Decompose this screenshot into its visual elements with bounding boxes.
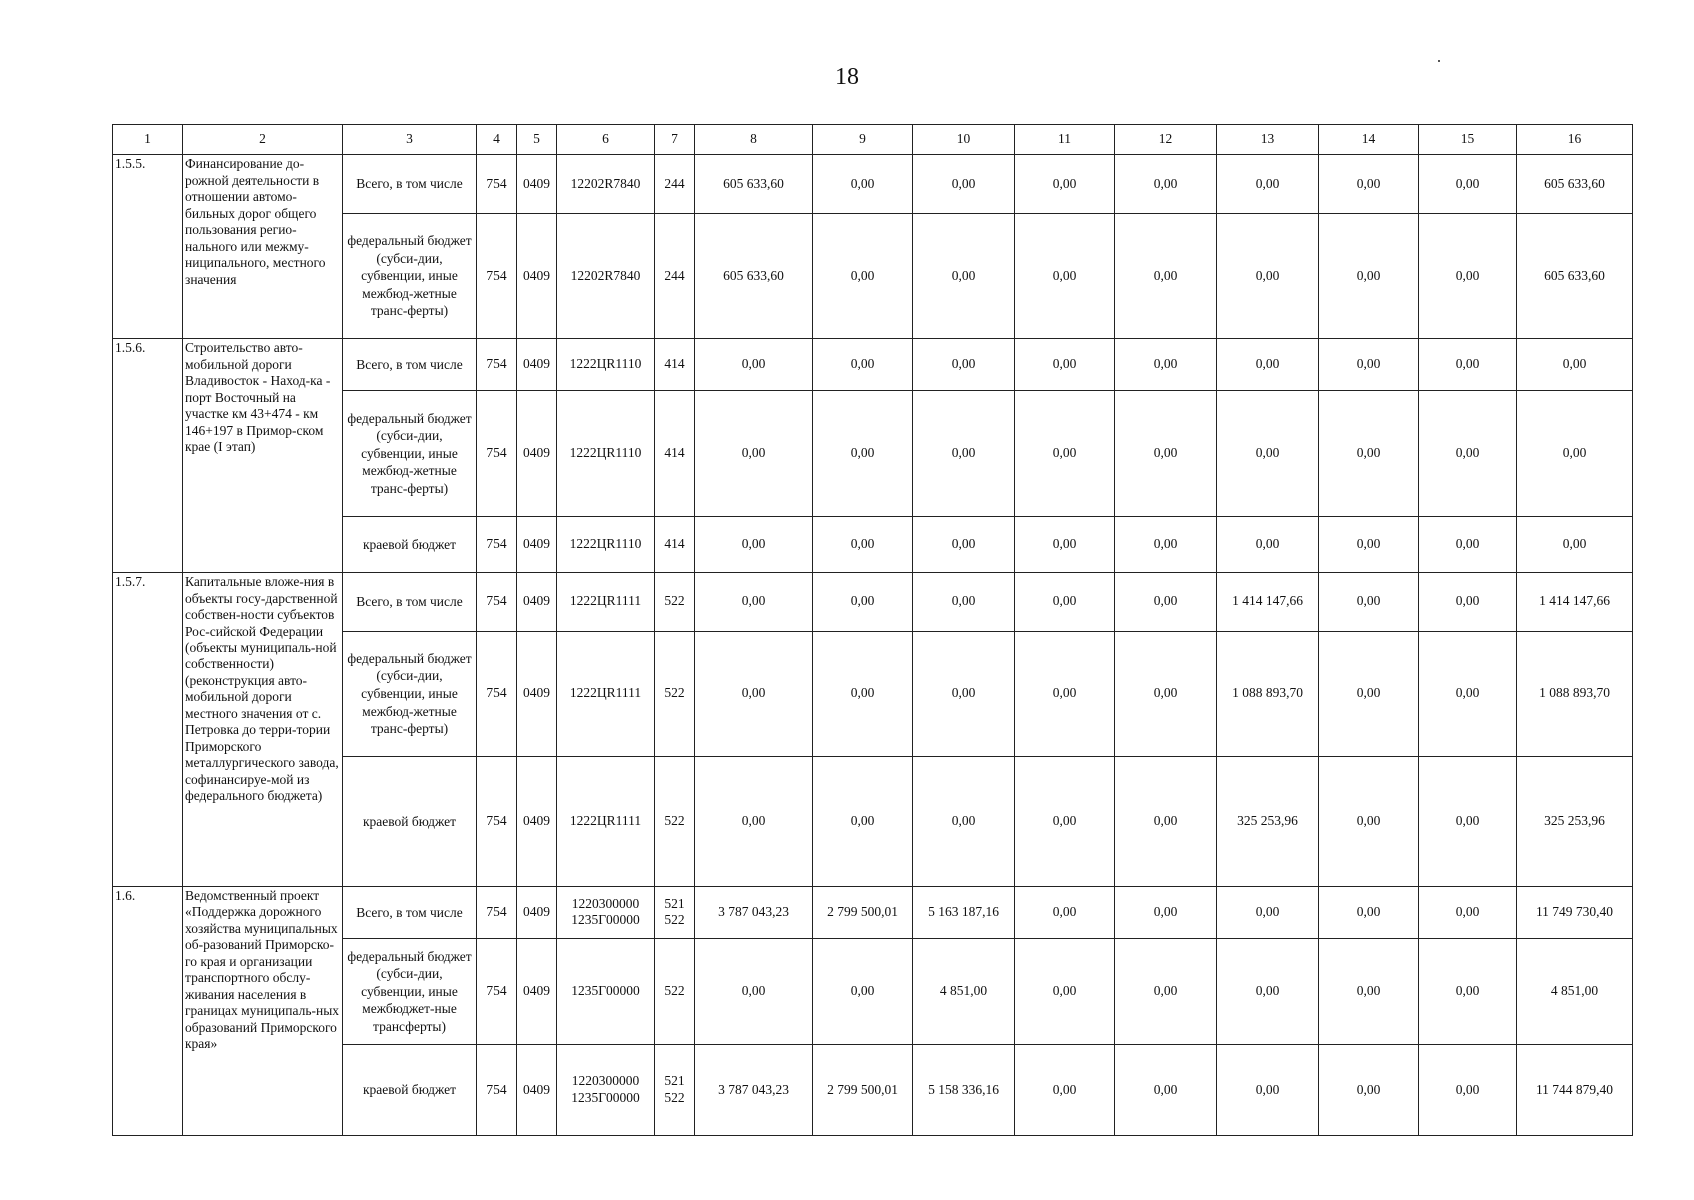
amount-cell: 0,00 [1319, 155, 1419, 213]
funding-source: Всего, в том числе [343, 886, 477, 938]
funding-source: Всего, в том числе [343, 339, 477, 391]
column-number: 15 [1419, 125, 1517, 155]
code-col4: 754 [477, 155, 517, 213]
item-number: 1.5.7. [113, 573, 183, 887]
code-col5: 0409 [517, 391, 557, 517]
amount-cell: 0,00 [913, 516, 1015, 572]
amount-cell: 325 253,96 [1517, 757, 1633, 887]
amount-cell: 605 633,60 [1517, 155, 1633, 213]
code-col5: 0409 [517, 1045, 557, 1136]
code-col6: 1222ЦR1111 [557, 631, 655, 757]
amount-cell: 11 749 730,40 [1517, 886, 1633, 938]
amount-cell: 0,00 [695, 938, 813, 1044]
amount-cell: 0,00 [1319, 1045, 1419, 1136]
table-row [113, 886, 1633, 938]
code-col7-line: 522 [664, 1090, 685, 1105]
amount-cell: 0,00 [1015, 757, 1115, 887]
amount-cell: 0,00 [695, 631, 813, 757]
table-body [113, 125, 1633, 1136]
code-col7: 414 [655, 339, 695, 391]
amount-cell: 4 851,00 [1517, 938, 1633, 1044]
code-col6: 1222ЦR1110 [557, 391, 655, 517]
amount-cell: 0,00 [695, 573, 813, 631]
amount-cell: 0,00 [1319, 213, 1419, 339]
amount-cell: 2 799 500,01 [813, 886, 913, 938]
code-col6: 12202R7840 [557, 155, 655, 213]
amount-cell: 0,00 [1115, 155, 1217, 213]
amount-cell: 0,00 [1517, 391, 1633, 517]
table-row [113, 573, 1633, 631]
amount-cell: 0,00 [1217, 886, 1319, 938]
amount-cell: 0,00 [1419, 757, 1517, 887]
amount-cell: 0,00 [1419, 1045, 1517, 1136]
code-col4: 754 [477, 213, 517, 339]
column-number: 6 [557, 125, 655, 155]
code-col5: 0409 [517, 757, 557, 887]
amount-cell: 0,00 [1217, 155, 1319, 213]
column-number: 5 [517, 125, 557, 155]
amount-cell: 0,00 [1217, 516, 1319, 572]
code-col6 [557, 1045, 655, 1136]
code-col7: 244 [655, 213, 695, 339]
amount-cell: 0,00 [1217, 339, 1319, 391]
amount-cell: 0,00 [1419, 938, 1517, 1044]
amount-cell: 0,00 [1319, 339, 1419, 391]
code-col5: 0409 [517, 631, 557, 757]
amount-cell: 0,00 [813, 573, 913, 631]
code-col4: 754 [477, 516, 517, 572]
code-col7: 414 [655, 516, 695, 572]
column-number: 7 [655, 125, 695, 155]
code-col4: 754 [477, 1045, 517, 1136]
code-col7-line: 522 [664, 912, 685, 928]
amount-cell: 0,00 [1319, 391, 1419, 517]
amount-cell: 0,00 [1115, 339, 1217, 391]
amount-cell: 0,00 [695, 516, 813, 572]
amount-cell: 0,00 [1015, 938, 1115, 1044]
amount-cell: 0,00 [695, 339, 813, 391]
column-number: 12 [1115, 125, 1217, 155]
amount-cell: 0,00 [913, 391, 1015, 517]
item-name: Строительство авто-мобильной дороги Владивосток - Наход-ка - порт Восточный на участке км 43+474 - км 146+197 в Примор-ском крае (I этап) [183, 339, 343, 573]
funding-source: краевой бюджет [343, 1045, 477, 1136]
amount-cell: 0,00 [1115, 631, 1217, 757]
code-col6-line: 1220300000 [571, 1073, 640, 1089]
code-col7-line: 521 [664, 895, 685, 911]
column-number-row [113, 125, 1633, 155]
amount-cell: 0,00 [1419, 339, 1517, 391]
code-col7: 414 [655, 391, 695, 517]
amount-cell: 0,00 [1419, 155, 1517, 213]
code-col7: 244 [655, 155, 695, 213]
amount-cell: 605 633,60 [1517, 213, 1633, 339]
amount-cell: 0,00 [1419, 573, 1517, 631]
amount-cell: 1 414 147,66 [1217, 573, 1319, 631]
column-number: 4 [477, 125, 517, 155]
item-name: Ведомственный проект «Поддержка дорожного хозяйства муниципальных об-разований Приморско-го края и организации транспортного обслу-живания населения в границах муниципаль-ных образований Приморского края» [183, 886, 343, 1135]
amount-cell: 0,00 [913, 155, 1015, 213]
code-col6: 1222ЦR1110 [557, 516, 655, 572]
amount-cell: 0,00 [1015, 886, 1115, 938]
code-col6: 1222ЦR1111 [557, 573, 655, 631]
scan-speck [1438, 60, 1440, 62]
amount-cell: 2 799 500,01 [813, 1045, 913, 1136]
amount-cell: 0,00 [813, 757, 913, 887]
amount-cell: 0,00 [1015, 391, 1115, 517]
code-col7-line: 521 [664, 1073, 685, 1089]
amount-cell: 1 088 893,70 [1217, 631, 1319, 757]
code-col6-line: 1235Г00000 [571, 912, 640, 928]
code-col4: 754 [477, 938, 517, 1044]
code-col4: 754 [477, 886, 517, 938]
amount-cell: 0,00 [913, 213, 1015, 339]
amount-cell: 0,00 [1419, 516, 1517, 572]
code-col7 [655, 886, 695, 938]
amount-cell: 0,00 [1419, 886, 1517, 938]
code-col7: 522 [655, 757, 695, 887]
column-number: 16 [1517, 125, 1633, 155]
item-name: Финансирование до-рожной деятельности в отношении автомо-бильных дорог общего пользования регио-нального или межму-ниципального, местного значения [183, 155, 343, 339]
amount-cell: 4 851,00 [913, 938, 1015, 1044]
amount-cell: 0,00 [1115, 573, 1217, 631]
column-number: 3 [343, 125, 477, 155]
amount-cell: 0,00 [1115, 1045, 1217, 1136]
code-col6-line: 1235Г00000 [571, 1090, 640, 1105]
code-col5: 0409 [517, 155, 557, 213]
amount-cell: 0,00 [1319, 631, 1419, 757]
code-col5: 0409 [517, 213, 557, 339]
funding-source: федеральный бюджет (субси-дии, субвенции, иные межбюд-жетные транс-ферты) [343, 631, 477, 757]
column-number: 9 [813, 125, 913, 155]
amount-cell: 11 744 879,40 [1517, 1045, 1633, 1136]
code-col6 [557, 886, 655, 938]
amount-cell: 0,00 [1319, 757, 1419, 887]
code-col4: 754 [477, 631, 517, 757]
funding-source: федеральный бюджет (субси-дии, субвенции, иные межбюд-жетные транс-ферты) [343, 391, 477, 517]
code-col4: 754 [477, 573, 517, 631]
item-number: 1.5.5. [113, 155, 183, 339]
amount-cell: 0,00 [1015, 155, 1115, 213]
funding-source: Всего, в том числе [343, 155, 477, 213]
amount-cell: 1 414 147,66 [1517, 573, 1633, 631]
amount-cell: 3 787 043,23 [695, 1045, 813, 1136]
amount-cell: 0,00 [695, 757, 813, 887]
amount-cell: 0,00 [1015, 213, 1115, 339]
amount-cell: 0,00 [813, 516, 913, 572]
column-number: 14 [1319, 125, 1419, 155]
code-col4: 754 [477, 757, 517, 887]
code-col6: 12202R7840 [557, 213, 655, 339]
funding-source: федеральный бюджет (субси-дии, субвенции, иные межбюд-жетные транс-ферты) [343, 213, 477, 339]
amount-cell: 0,00 [1115, 886, 1217, 938]
column-number: 11 [1015, 125, 1115, 155]
code-col6: 1222ЦR1110 [557, 339, 655, 391]
amount-cell: 0,00 [1115, 213, 1217, 339]
code-col5: 0409 [517, 339, 557, 391]
amount-cell: 0,00 [813, 155, 913, 213]
item-number: 1.6. [113, 886, 183, 1135]
amount-cell: 0,00 [1115, 757, 1217, 887]
funding-source: краевой бюджет [343, 757, 477, 887]
funding-source: федеральный бюджет (субси-дии, субвенции, иные межбюджет-ные трансферты) [343, 938, 477, 1044]
amount-cell: 0,00 [1319, 886, 1419, 938]
amount-cell: 0,00 [1115, 938, 1217, 1044]
amount-cell: 0,00 [1319, 573, 1419, 631]
code-col4: 754 [477, 391, 517, 517]
code-col5: 0409 [517, 516, 557, 572]
amount-cell: 0,00 [1015, 631, 1115, 757]
column-number: 8 [695, 125, 813, 155]
amount-cell: 0,00 [1217, 391, 1319, 517]
code-col6: 1222ЦR1111 [557, 757, 655, 887]
amount-cell: 0,00 [813, 391, 913, 517]
amount-cell: 325 253,96 [1217, 757, 1319, 887]
amount-cell: 0,00 [913, 631, 1015, 757]
amount-cell: 0,00 [1419, 391, 1517, 517]
amount-cell: 0,00 [1015, 339, 1115, 391]
item-number: 1.5.6. [113, 339, 183, 573]
amount-cell: 605 633,60 [695, 213, 813, 339]
budget-table [112, 124, 1633, 1136]
amount-cell: 0,00 [1217, 213, 1319, 339]
amount-cell: 0,00 [813, 631, 913, 757]
amount-cell: 0,00 [1517, 516, 1633, 572]
table-row [113, 339, 1633, 391]
code-col7: 522 [655, 573, 695, 631]
code-col6-line: 1220300000 [571, 895, 640, 911]
code-col4: 754 [477, 339, 517, 391]
amount-cell: 0,00 [1015, 1045, 1115, 1136]
amount-cell: 0,00 [813, 213, 913, 339]
code-col7 [655, 1045, 695, 1136]
amount-cell: 0,00 [913, 573, 1015, 631]
amount-cell: 0,00 [1419, 213, 1517, 339]
amount-cell: 0,00 [913, 757, 1015, 887]
code-col5: 0409 [517, 938, 557, 1044]
amount-cell: 0,00 [1419, 631, 1517, 757]
funding-source: Всего, в том числе [343, 573, 477, 631]
page-number: 18 [835, 64, 859, 90]
code-col7: 522 [655, 631, 695, 757]
amount-cell: 0,00 [813, 938, 913, 1044]
amount-cell: 0,00 [1217, 1045, 1319, 1136]
amount-cell: 0,00 [1319, 938, 1419, 1044]
amount-cell: 0,00 [695, 391, 813, 517]
amount-cell: 0,00 [913, 339, 1015, 391]
column-number: 1 [113, 125, 183, 155]
amount-cell: 0,00 [1115, 391, 1217, 517]
code-col6: 1235Г00000 [557, 938, 655, 1044]
funding-source: краевой бюджет [343, 516, 477, 572]
amount-cell: 0,00 [1517, 339, 1633, 391]
code-col5: 0409 [517, 886, 557, 938]
amount-cell: 0,00 [1217, 938, 1319, 1044]
amount-cell: 1 088 893,70 [1517, 631, 1633, 757]
amount-cell: 0,00 [1015, 573, 1115, 631]
column-number: 10 [913, 125, 1015, 155]
amount-cell: 0,00 [1015, 516, 1115, 572]
amount-cell: 5 163 187,16 [913, 886, 1015, 938]
column-number: 2 [183, 125, 343, 155]
column-number: 13 [1217, 125, 1319, 155]
code-col5: 0409 [517, 573, 557, 631]
item-name: Капитальные вложе-ния в объекты госу-дарственной собствен-ности субъектов Рос-сийской Федерации (объекты муниципаль-ной собственности) (реконструкция авто-мобильной дороги местного значения от с. Петровка до терри-тории Приморского металлургического завода, софинансируе-мой из федерального бюджета) [183, 573, 343, 887]
amount-cell: 0,00 [1115, 516, 1217, 572]
amount-cell: 5 158 336,16 [913, 1045, 1015, 1136]
code-col7: 522 [655, 938, 695, 1044]
amount-cell: 0,00 [813, 339, 913, 391]
table-row [113, 155, 1633, 213]
amount-cell: 0,00 [1319, 516, 1419, 572]
amount-cell: 605 633,60 [695, 155, 813, 213]
amount-cell: 3 787 043,23 [695, 886, 813, 938]
